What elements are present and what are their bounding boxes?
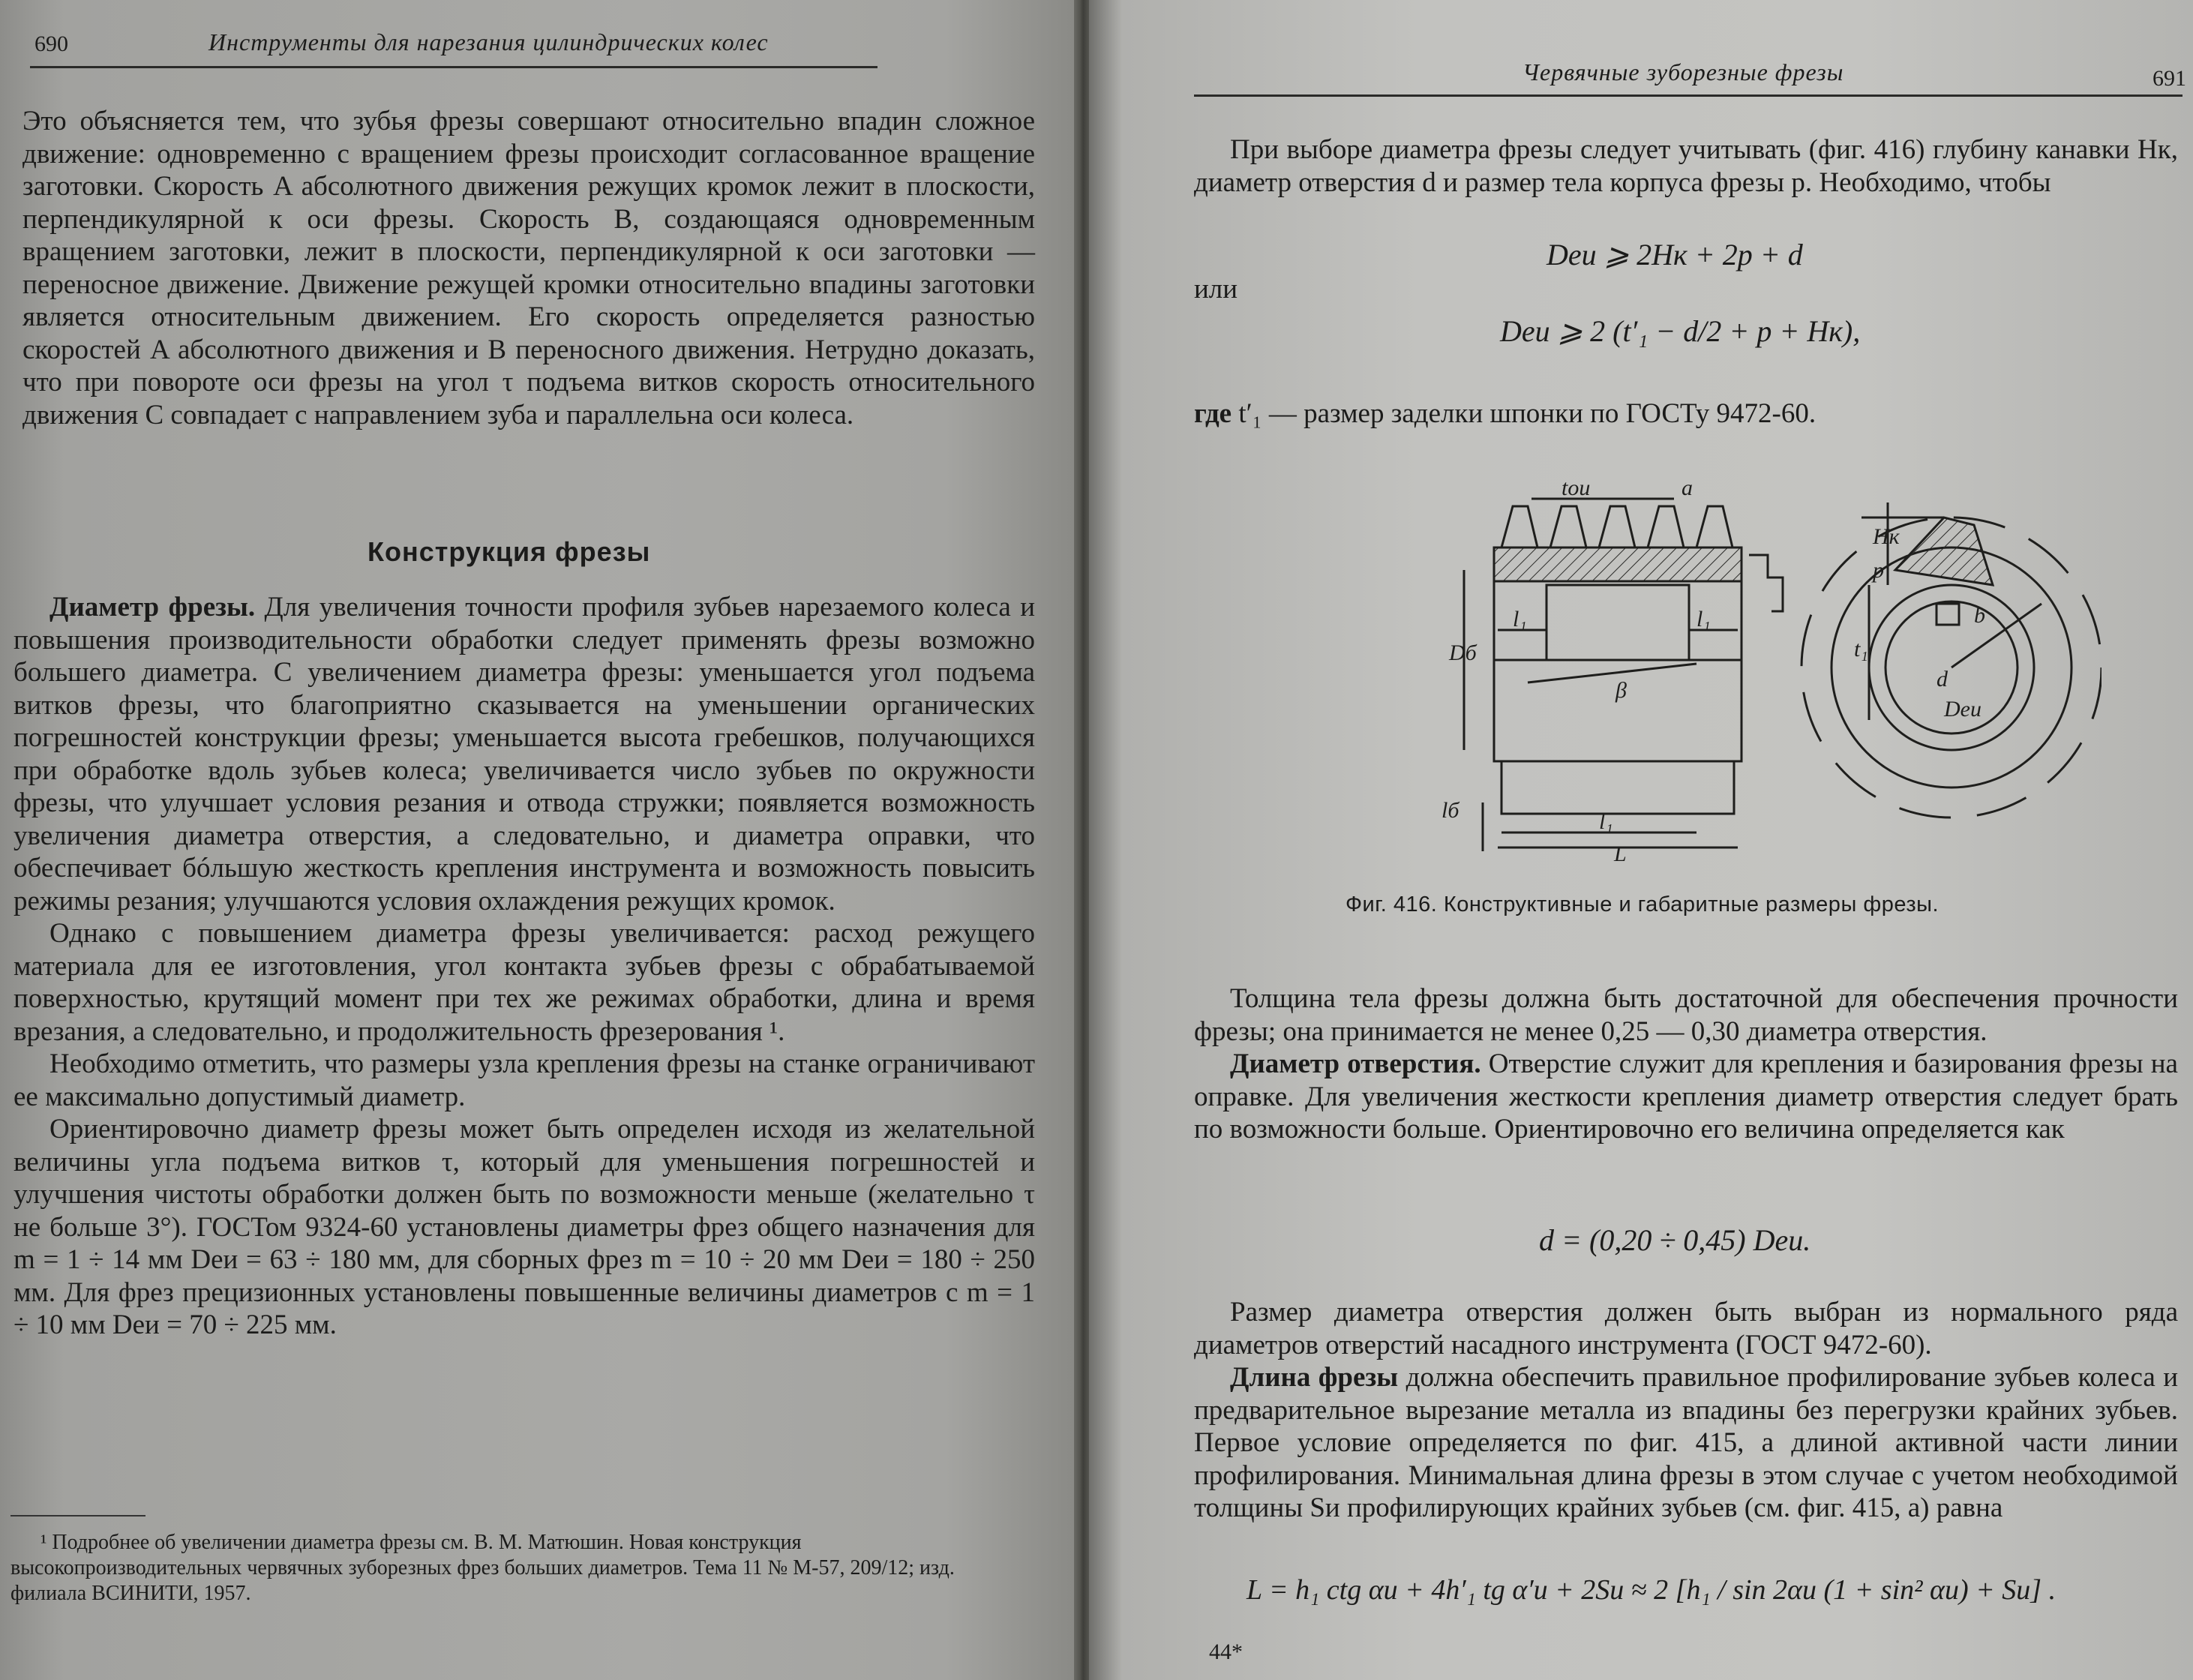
left-para1-lead: Диаметр фрезы. [50,592,256,622]
right-para3-lead: Диаметр отверстия. [1230,1048,1481,1079]
label-a: a [1682,476,1693,500]
left-para-2: Однако с повышением диаметра фрезы увеличивается: расход режущего материала для ее изготовления, угол контакта зубьев фрезы с обрабатываемой поверхностью, крутящий момент при тех же режимах обработки, длина и время врезания, а следовательно, и продолжительность фрезерования ¹. [14,918,1035,1047]
right-para-5 [1194,1361,2178,1525]
left-para1-text: Для увеличения точности профиля зубьев нарезаемого колеса и повышения производительности обработки следует применять фрезы возможно большего диаметра. С увеличением диаметра фрезы: уменьшается угол подъема витков фрезы, что благоприятно сказывается на уменьшении органических погрешностей конструкции фрезы; уменьшается высота гребешков, получающихся при обработке вдоль зубьев колеса; увеличивается число зубьев по окружности фрезы, что улучшает условия резания и отвода стружки; появляется возможность увеличения диаметра отверстия, а следовательно, и диаметра оправки, что обеспечивает бóльшую жесткость крепления инструмента и возможность повысить режимы резания; улучшаются условия охлаждения режущих кромок. [14,592,1035,916]
right-para-4: Размер диаметра отверстия должен быть выбран из нормального ряда диаметров отверстий насадного инструмента (ГОСТ 9472-60). [1194,1297,2178,1360]
label-D-b: Dб [1449,640,1477,665]
side-view-drawing [1464,499,1783,851]
label-l1-bottom: l₁ [1599,809,1613,834]
where-text: t′₁ — размер заделки шпонки по ГОСТу 9472-60. [1238,398,1816,429]
left-footnote: ¹ Подробнее об увеличении диаметра фрезы см. В. М. Матюшин. Новая конструкция высокопроизводительных червячных зуборезных фрез больших диаметров. Тема 11 № М-57, 209/12; изд. филиала ВСИНИТИ, 1957. [10,1531,955,1605]
left-page [0,0,1074,1680]
where-word: где [1194,398,1232,429]
formula-4: L = h₁ ctg αи + 4h′₁ tg α′и + 2Sи ≈ 2 [h₁ / sin 2αи (1 + sin² αи) + Sи] . [1246,1574,2056,1606]
label-b: b [1974,603,1985,628]
label-D-eu: Deu [1944,697,1982,722]
right-body-lower [1194,1296,2178,1525]
label-L: L [1614,842,1627,862]
formula-1: Dеи ⩾ 2Hк + 2p + d [1546,238,1803,272]
right-para5-lead: Длина фрезы [1230,1362,1399,1393]
left-running-head: Инструменты для нарезания цилиндрических колес [208,28,769,56]
where-line [1194,398,2169,430]
footnote-rule [10,1515,146,1516]
label-d: d [1936,667,1948,692]
figure-caption: Фиг. 416. Конструктивные и габаритные размеры фрезы. [1346,892,1940,916]
formula-3: d = (0,20 ÷ 0,45) Dеи. [1539,1223,1811,1257]
right-header-rule [1194,94,2182,97]
label-l1-left: l₁ [1513,607,1527,632]
right-page-number: 691 [2152,66,2186,91]
formula-2: Dеи ⩾ 2 (t′₁ − d/2 + p + Hк), [1500,314,1861,348]
right-para-3 [1194,1048,2178,1146]
or-word: или [1194,274,1238,304]
left-body-main [14,591,1035,1342]
left-body-intro [22,105,1035,431]
left-page-number: 690 [34,32,68,56]
right-para-2: Толщина тела фрезы должна быть достаточной для обеспечения прочности фрезы; она принимается не менее 0,25 — 0,30 диаметра отверстия. [1194,983,2178,1047]
right-running-head: Червячные зуборезные фрезы [1522,58,1844,86]
right-para-1 [1194,134,2178,199]
label-t-ou: tоu [1562,476,1591,500]
section-title: Конструкция фрезы [368,536,651,567]
label-H-k: Hк [1873,524,1900,549]
left-para-3: Необходимо отметить, что размеры узла крепления фрезы на станке ограничивают ее максимально допустимый диаметр. [14,1048,1035,1112]
right-para1-text: При выборе диаметра фрезы следует учитывать (фиг. 416) глубину канавки Hк, диаметр отверстия d и размер тела корпуса фрезы p. Необходимо, чтобы [1194,134,2178,198]
label-l-b: lб [1442,798,1460,823]
label-t1: t₁ [1854,637,1868,662]
front-view-drawing [1802,502,2102,818]
left-para-diameter [14,591,1035,917]
label-beta: β [1616,678,1627,703]
label-l1-right: l₁ [1696,607,1711,632]
left-para-4: Ориентировочно диаметр фрезы может быть определен исходя из желательной величины угла подъема витков τ, который для уменьшения погрешностей и улучшения чистоты обработки должен быть по возможности меньше (желательно τ не больше 3°). ГОСТом 9324-60 установлены диаметры фрез общего назначения для m = 1 ÷ 14 мм Dеи = 63 ÷ 180 мм, для сборных фрез m = 10 ÷ 20 мм Dеи = 180 ÷ 250 мм. Для фрез прецизионных установлены повышенные величины диаметров с m = 1 ÷ 10 мм Dеи = 70 ÷ 225 мм. [14,1114,1035,1340]
label-p: p [1873,558,1884,583]
left-header-rule [30,66,878,68]
right-body-main [1194,982,2178,1146]
signature-mark: 44* [1209,1640,1243,1664]
figure-labels [1442,476,1985,862]
figure-416 [1344,472,2102,862]
right-page [1089,0,2193,1680]
left-intro-paragraph: Это объясняется тем, что зубья фрезы совершают относительно впадин сложное движение: одновременно с вращением фрезы происходит согласованное вращение заготовки. Скорость A абсолютного движения режущих кромок лежит в плоскости, перпендикулярной к оси фрезы. Скорость B, создающаяся одновременным вращением заготовки, лежит в плоскости, перпендикулярной к оси заготовки — переносное движение. Движение режущей кромки относительно впадины заготовки является относительным движением. Его скорость определяется разностью скоростей A абсолютного движения и B переносного движения. Нетрудно доказать, что при повороте оси фрезы на угол τ подъема витков скорость относительного движения C совпадает с направлением зуба и параллельна оси колеса. [22,106,1035,430]
right-para3-text: Отверстие служит для крепления и базирования фрезы на оправке. Для увеличения жесткости крепления диаметр отверстия следует брать по возможности больше. Ориентировочно его величина определяется как [1194,1048,2178,1144]
right-para5-text: должна обеспечить правильное профилирование зубьев колеса и предварительное вырезание металла из впадины без перегрузки крайних зубьев. Первое условие определяется по фиг. 415, а длиной активной части линии профилирования. Минимальная длина фрезы в этом случае с учетом необходимой толщины Sи профилирующих крайних зубьев (см. фиг. 415, а) равна [1194,1362,2178,1523]
